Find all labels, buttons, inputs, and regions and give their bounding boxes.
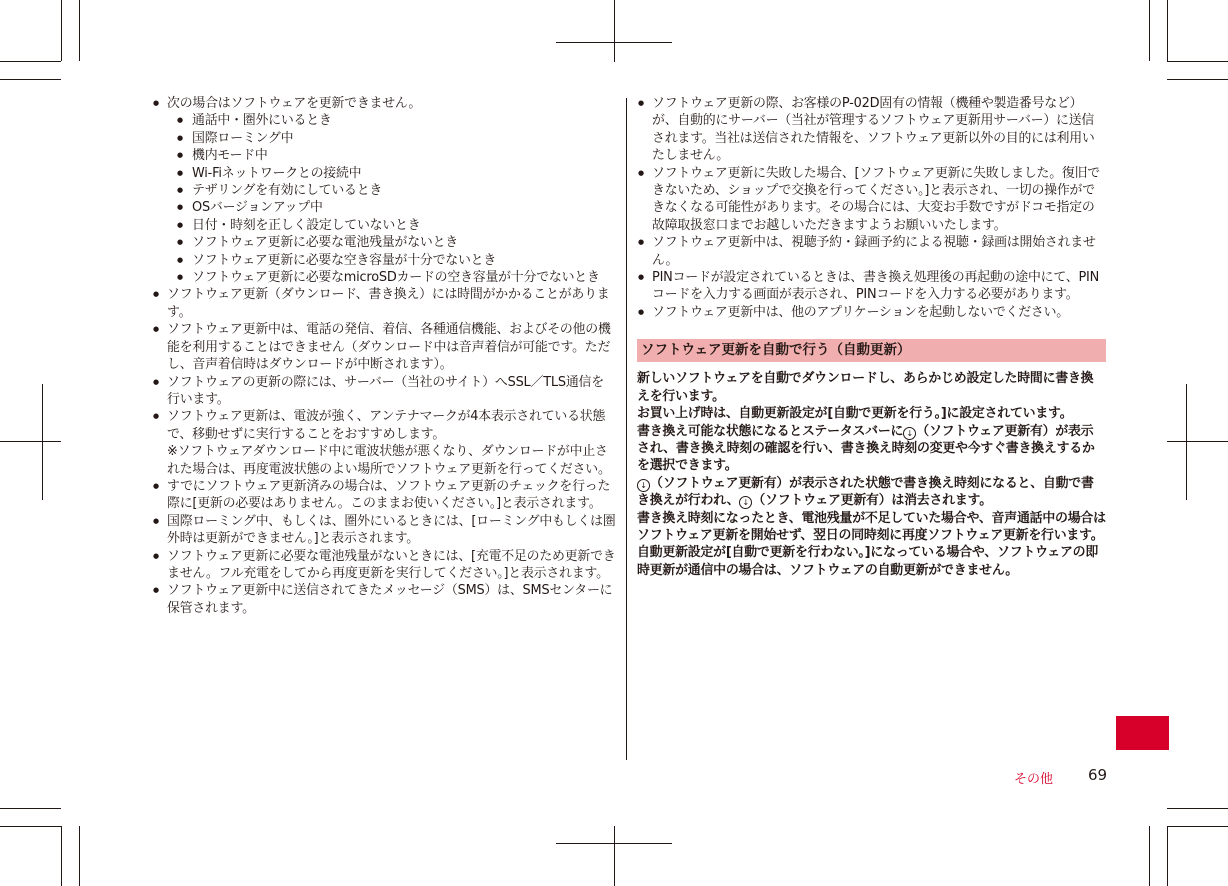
- list-item: ● PINコードが設定されているときは、書き換え処理後の再起動の途中にて、PINコードを入力する画面が表示され、PINコードを入力する必要があります。: [637, 269, 1106, 304]
- list-item: ● ソフトウェアの更新の際には、サーバー（当社のサイト）へSSL／TLS通信を行います。: [152, 374, 616, 409]
- list-item: ● すでにソフトウェア更新済みの場合は、ソフトウェア更新のチェックを行った際に[更新の必要はありません。このままお使いください。]と表示されます。: [152, 478, 616, 513]
- section-heading: ソフトウェア更新を自動で行う（自動更新）: [637, 339, 1106, 362]
- paragraph: 書き換え可能な状態になるとステータスバーに ↓ （ソフトウェア更新有）が表示され、書き換え時刻の確認を行い、書き換え時刻の変更や今すぐ書き換えするかを選択できます。: [637, 423, 1095, 474]
- sub-list-item: ● ソフトウェア更新に必要なmicroSDカードの空き容量が十分でないとき: [152, 269, 616, 286]
- sub-list-item: ● Wi-Fiネットワークとの接続中: [152, 165, 616, 182]
- right-column: [637, 95, 1106, 579]
- sub-list-item: ● 日付・時刻を正しく設定していないとき: [152, 217, 616, 234]
- section-body: [637, 370, 1106, 579]
- sub-bullet-list: [152, 112, 616, 286]
- list-item: ● ソフトウェア更新の際、お客様のP-02D固有の情報（機種や製造番号など）が、自動的にサーバー（当社が管理するソフトウェア更新用サーバー）に送信されます。当社は送信された情報を、ソフトウェア更新以外の目的には利用いたしません。: [637, 95, 1106, 165]
- list-item: ● ソフトウェア更新中は、電話の発信、着信、各種通信機能、およびその他の機能を利用することはできません（ダウンロード中は音声着信が可能です。ただし、音声着信時はダウンロードが中断されます）。: [152, 321, 616, 373]
- sub-list-item: ● ソフトウェア更新に必要な電池残量がないとき: [152, 234, 616, 251]
- chapter-tab: [1116, 716, 1169, 750]
- list-item: ● ソフトウェア更新中は、他のアプリケーションを起動しないでください。: [637, 304, 1106, 321]
- list-item: ● ソフトウェア更新に失敗した場合、[ソフトウェア更新に失敗しました。復旧できないため、ショップで交換を行ってください。]と表示され、一切の操作ができなくなる可能性があります。その場合には、大変お手数ですがドコモ指定の故障取扱窓口までお越しいただきますようお願いいたします。: [637, 165, 1106, 235]
- column-divider: [626, 98, 627, 760]
- list-item: ● 次の場合はソフトウェアを更新できません。: [152, 95, 616, 112]
- left-column: [152, 95, 616, 617]
- sub-list-item: ● 機内モード中: [152, 147, 616, 164]
- sub-list-item: ● 通話中・圏外にいるとき: [152, 112, 616, 129]
- list-item: ● 国際ローミング中、もしくは、圏外にいるときには、[ローミング中もしくは圏外時は更新ができません。]と表示されます。: [152, 513, 616, 548]
- software-update-icon: ↓: [637, 479, 650, 492]
- sub-list-item: ● テザリングを有効にしているとき: [152, 182, 616, 199]
- list-item: ● ソフトウェア更新は、電波が強く、アンテナマークが4本表示されている状態で、移動せずに実行することをおすすめします。 ※ソフトウェアダウンロード中に電波状態が悪くなり、ダウンロードが中止された場合は、再度電波状態のよい場所でソフトウェア更新を行ってください。: [152, 408, 616, 478]
- paragraph: 書き換え時刻になったとき、電池残量が不足していた場合や、音声通話中の場合はソフトウェア更新を開始せず、翌日の同時刻に再度ソフトウェア更新を行います。: [637, 510, 1106, 543]
- sub-list-item: ● ソフトウェア更新に必要な空き容量が十分でないとき: [152, 252, 616, 269]
- sub-list-item: ● 国際ローミング中: [152, 130, 616, 147]
- left-bullet-list: [152, 95, 616, 617]
- note-text: ※ソフトウェアダウンロード中に電波状態が悪くなり、ダウンロードが中止された場合は、再度電波状態のよい場所でソフトウェア更新を行ってください。: [167, 444, 611, 477]
- paragraph: 自動更新設定が[自動で更新を行わない。]になっている場合や、ソフトウェアの即時更新が通信中の場合は、ソフトウェアの自動更新ができません。: [637, 545, 1099, 578]
- software-update-icon: ↓: [903, 427, 916, 440]
- page-number: 69: [1088, 766, 1108, 784]
- sub-list-item: ● OSバージョンアップ中: [152, 199, 616, 216]
- footer-section-label: その他: [1014, 772, 1054, 787]
- paragraph: 新しいソフトウェアを自動でダウンロードし、あらかじめ設定した時間に書き換えを行います。: [637, 371, 1094, 404]
- paragraph: ↓ （ソフトウェア更新有）が表示された状態で書き換え時刻になると、自動で書き換えが行われ、 ↓ （ソフトウェア更新有）は消去されます。: [637, 475, 1094, 509]
- software-update-icon: ↓: [739, 496, 752, 509]
- list-item: ● ソフトウェア更新（ダウンロード、書き換え）には時間がかかることがあります。: [152, 286, 616, 321]
- paragraph: お買い上げ時は、自動更新設定が[自動で更新を行う。]に設定されています。: [637, 406, 1073, 422]
- list-item: ● ソフトウェア更新に必要な電池残量がないときには、[充電不足のため更新できません。フル充電をしてから再度更新を実行してください。]と表示されます。: [152, 548, 616, 583]
- list-item: ● ソフトウェア更新中は、視聴予約・録画予約による視聴・録画は開始されません。: [637, 234, 1106, 269]
- list-item: ● ソフトウェア更新中に送信されてきたメッセージ（SMS）は、SMSセンターに保管されます。: [152, 582, 616, 617]
- right-bullet-list: [637, 95, 1106, 321]
